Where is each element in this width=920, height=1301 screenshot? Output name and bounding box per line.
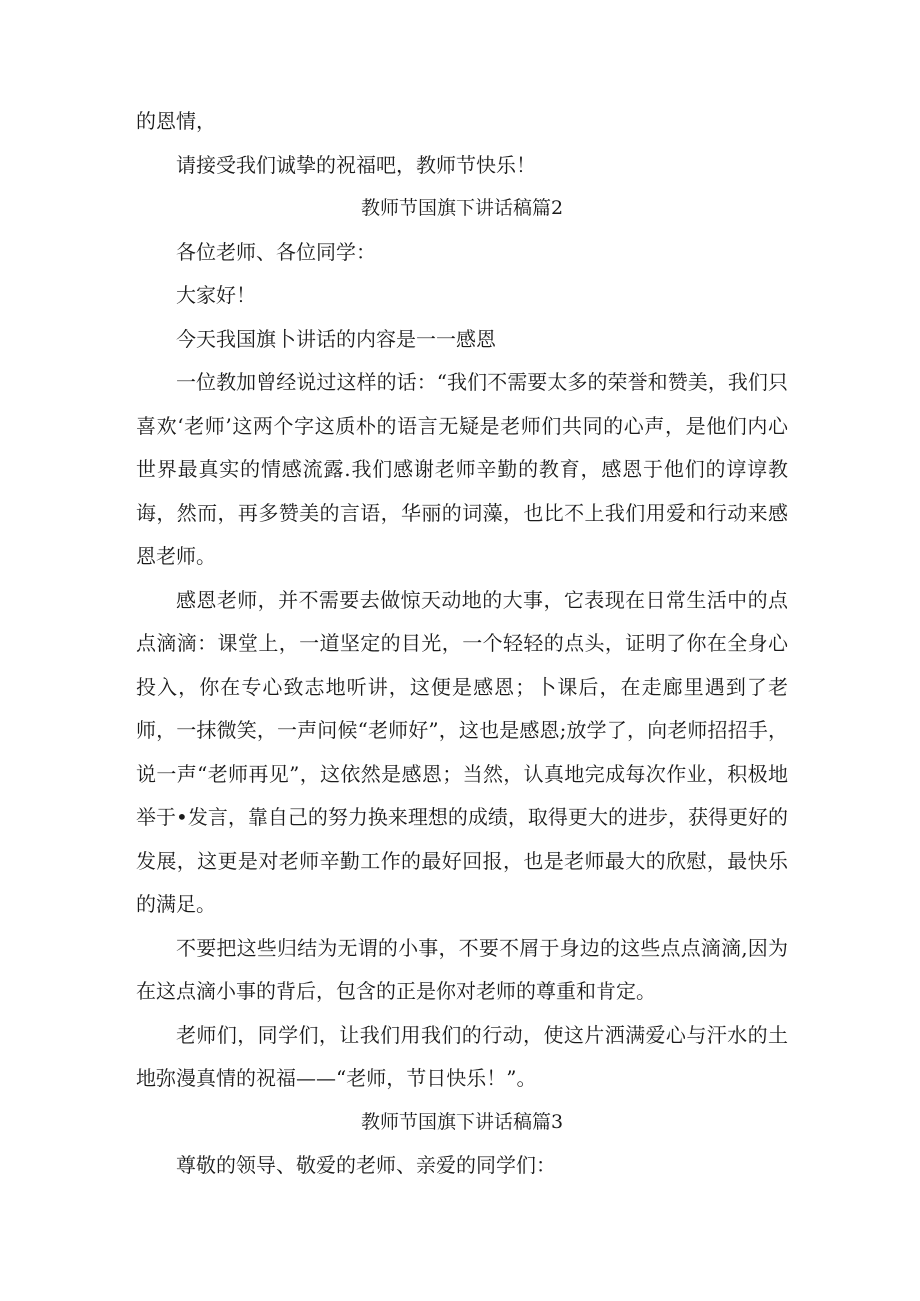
paragraph-closing-wish: 老师们，同学们，让我们用我们的行动，使这片洒满爱心与汗水的土地弥漫真情的祝福——“老师，节日快乐！”。: [136, 1022, 788, 1090]
paragraph-salutation: 各位老师、各位同学：: [176, 239, 376, 264]
paragraph-quote: 一位教加曾经说过这样的话：“我们不需要太多的荣誉和赞美，我们只喜欢‘老师’这两个字这质朴的语言无疑是老师们共同的心声，是他们内心世界最真实的情感流露.我们感谢老师辛勤的教育，感恩于他们的谆谆教诲，然而，再多赞美的言语，华丽的词藻，也比不上我们用爱和行动来感恩老师。: [136, 370, 788, 568]
paragraph-greeting: 大家好！: [176, 283, 256, 307]
paragraph-gratitude-details: 感恩老师，并不需要去做惊天动地的大事，它表现在日常生活中的点点滴滴：课堂上，一道坚定的目光，一个轻轻的点头，证明了你在全身心投入，你在专心致志地听讲，这便是感恩；卜课后，在走廊里遇到了老师，一抹微笑，一声问候“老师好”，这也是感恩;放学了，向老师招招手，说一声“老师再见”，这依然是感恩；当然，认真地完成每次作业，积极地举于•发言，靠自己的努力换来理想的成绩，取得更大的进步，获得更好的发展，这更是对老师辛勤工作的最好回报，也是老师最大的欣慰，最快乐的满足。: [136, 587, 788, 916]
section-heading-2: 教师节国旗下讲话稿篇2: [360, 197, 564, 219]
paragraph-topic: 今天我国旗卜讲话的内容是一一感恩: [176, 326, 496, 351]
paragraph-blessing: 请接受我们诚挚的祝福吧，教师节快乐！: [176, 152, 536, 177]
document-page: [136, 100, 788, 1188]
paragraph-small-things: 不要把这些归结为无谓的小事，不要不屑于身边的这些点点滴滴,因为在这点滴小事的背后，包含的正是你对老师的尊重和肯定。: [136, 935, 788, 1003]
paragraph-continuation: 的恩情，: [136, 109, 216, 133]
section-heading-3: 教师节国旗下讲话稿篇3: [360, 1110, 564, 1133]
paragraph-salutation-3: 尊敬的领导、敬爱的老师、亲爱的同学们：: [176, 1153, 556, 1177]
